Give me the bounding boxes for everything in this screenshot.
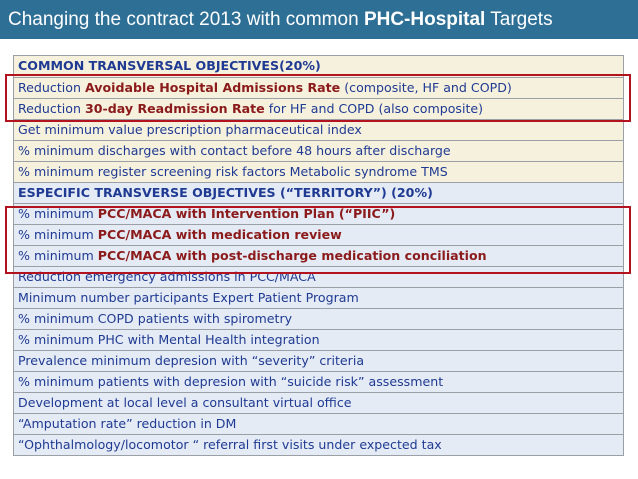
row-text: % minimum patients with depresion with “suicide risk” assessment: [18, 374, 444, 389]
slide-title: [0, 0, 638, 39]
highlight-box-common: [5, 74, 631, 122]
row-text: % minimum COPD patients with spirometry: [18, 311, 293, 326]
objective-row: [14, 287, 623, 308]
row-suffix: (composite, HF and COPD): [340, 80, 512, 95]
row-text: Minimum number participants Expert Patient Program: [18, 290, 359, 305]
row-text: % minimum register screening risk factors Metabolic syndrome TMS: [18, 164, 448, 179]
highlight-box-specific: [5, 206, 631, 274]
objective-row: [14, 371, 623, 392]
row-highlight: PCC/MACA with post-discharge medication conciliation: [97, 248, 487, 263]
objective-row: [14, 350, 623, 371]
row-prefix: Reduction: [18, 101, 85, 116]
row-highlight: 30-day Readmission Rate: [84, 101, 265, 116]
objective-row: [14, 161, 623, 182]
objective-row: [14, 140, 623, 161]
title-bold: PHC-Hospital: [363, 9, 486, 30]
row-prefix: % minimum: [18, 248, 98, 263]
row-text: % minimum PHC with Mental Health integration: [18, 332, 320, 347]
row-text: Reduction emergency admissions in PCC/MACA: [18, 269, 316, 284]
objective-row: [14, 119, 623, 140]
section-header-row: [14, 182, 623, 203]
row-highlight: PCC/MACA with Intervention Plan (“PIIC”): [97, 206, 396, 221]
row-text: Get minimum value prescription pharmaceutical index: [18, 122, 362, 137]
objective-row: [14, 392, 623, 413]
objective-row: [14, 329, 623, 350]
row-text: % minimum discharges with contact before 48 hours after discharge: [18, 143, 451, 158]
row-text: “Amputation rate” reduction in DM: [18, 416, 237, 431]
row-suffix: for HF and COPD (also composite): [264, 101, 484, 116]
objective-row: [14, 413, 623, 434]
row-text: COMMON TRANSVERSAL OBJECTIVES(20%): [18, 58, 321, 73]
row-prefix: % minimum: [18, 227, 98, 242]
row-text: “Ophthalmology/locomotor “ referral first visits under expected tax: [18, 437, 442, 452]
objective-row: [14, 434, 623, 455]
objective-row: [14, 308, 623, 329]
row-highlight: Avoidable Hospital Admissions Rate: [84, 80, 341, 95]
row-prefix: % minimum: [18, 206, 98, 221]
row-text: Prevalence minimum depresion with “severity” criteria: [18, 353, 365, 368]
row-prefix: Reduction: [18, 80, 85, 95]
row-text: Development at local level a consultant virtual office: [18, 395, 352, 410]
row-text: ESPECIFIC TRANSVERSE OBJECTIVES (“TERRITORY”) (20%): [18, 185, 433, 200]
row-highlight: PCC/MACA with medication review: [97, 227, 342, 242]
title-prefix: Changing the contract 2013 with common: [8, 9, 364, 30]
title-suffix: Targets: [485, 9, 553, 30]
